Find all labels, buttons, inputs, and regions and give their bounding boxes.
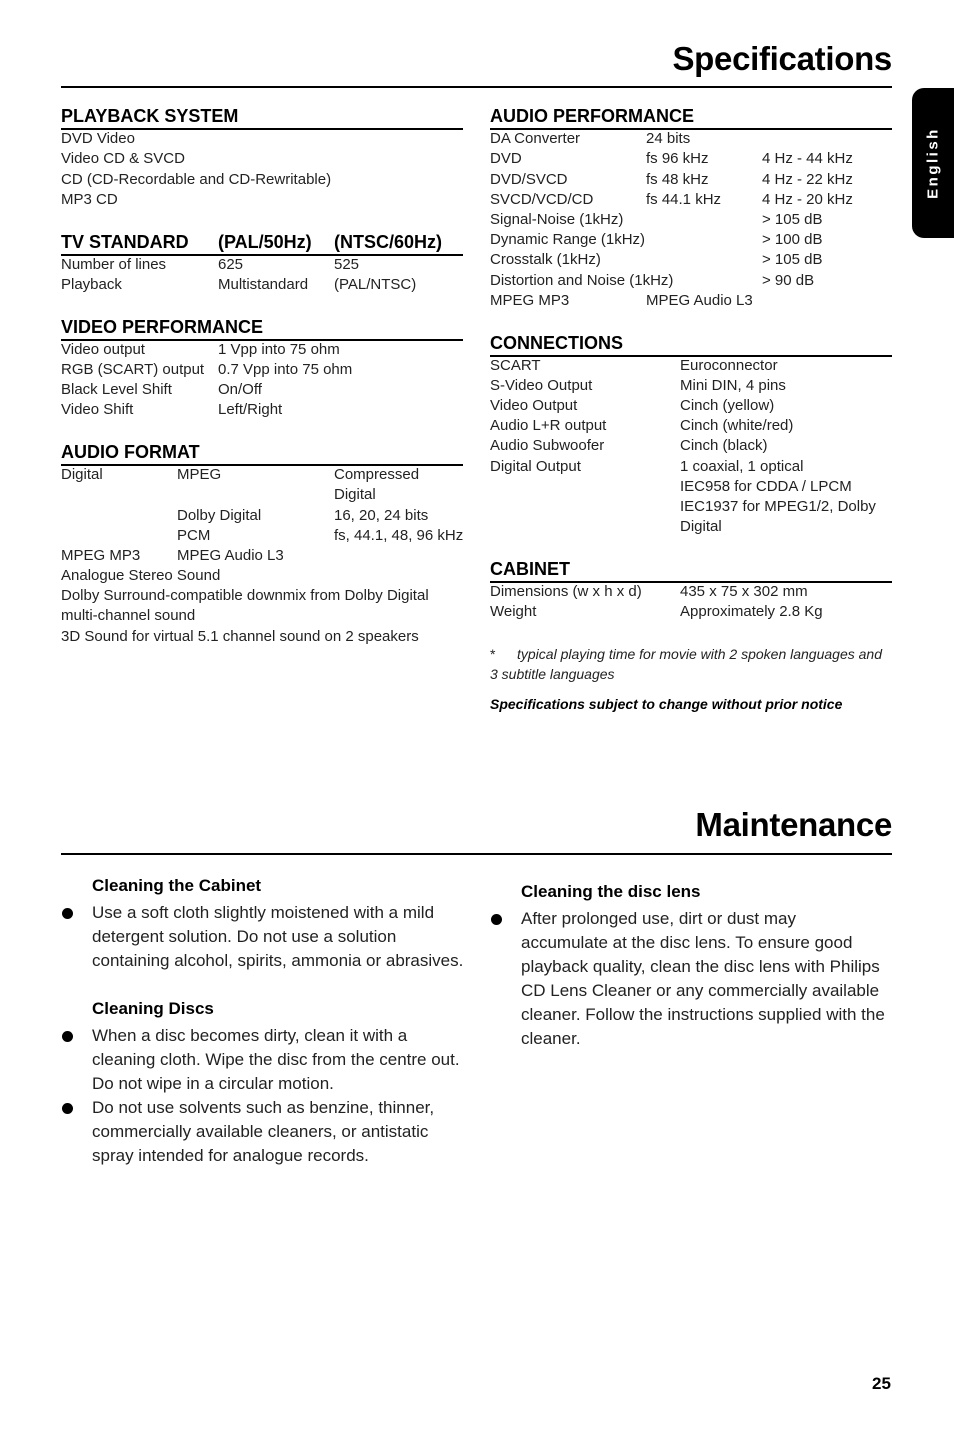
tv-pal-header: (PAL/50Hz) [218,232,312,252]
page-number: 25 [872,1374,891,1393]
audio-format-cell: MPEG Audio L3 [177,547,284,564]
bullet-icon [62,908,73,919]
cabinet-cell: 435 x 75 x 302 mm [680,583,808,600]
audio-format-cell: Digital [334,486,376,503]
bullet-line: commercially available cleaners, or antistatic [92,1122,429,1141]
video-cell: Video output [61,341,145,358]
video-cell: On/Off [218,381,262,398]
connections-cell: SCART [490,357,541,374]
footnote-star: * [490,646,496,662]
playback-line: CD (CD-Recordable and CD-Rewritable) [61,171,332,188]
bullet-line: playback quality, clean the disc lens with Philips [521,957,880,976]
playback-title: PLAYBACK SYSTEM [61,106,239,126]
connections-cell: Cinch (white/red) [680,417,794,434]
audio-perf-cell: Dynamic Range (1kHz) [490,231,646,248]
tv-ntsc-header: (NTSC/60Hz) [334,232,443,252]
tv-cell: 525 [334,256,360,273]
bullet-line: When a disc becomes dirty, clean it with a [92,1026,408,1045]
audio-perf-cell: 24 bits [646,130,691,147]
bullet-line: spray intended for analogue records. [92,1146,369,1165]
maintenance-rule [61,853,892,855]
connections-cell: Digital [680,518,722,535]
audio-perf-cell: Distortion and Noise (1kHz) [490,272,674,289]
audio-format-title: AUDIO FORMAT [61,442,200,462]
video-cell: 1 Vpp into 75 ohm [218,341,340,358]
bullet-icon [491,914,502,925]
cleaning-discs-heading: Cleaning Discs [92,999,214,1018]
audio-perf-cell: fs 44.1 kHz [646,191,722,208]
audio-perf-cell: 4 Hz - 44 kHz [762,150,853,167]
bullet-icon [62,1103,73,1114]
connections-title: CONNECTIONS [490,333,624,353]
tv-cell: 625 [218,256,244,273]
cleaning-lens-heading: Cleaning the disc lens [521,882,701,901]
cabinet-cell: Approximately 2.8 Kg [680,603,823,620]
audio-format-line: 3D Sound for virtual 5.1 channel sound on 2 speakers [61,628,419,645]
audio-format-line: Analogue Stereo Sound [61,567,221,584]
playback-line: Video CD & SVCD [61,150,185,167]
audio-perf-title: AUDIO PERFORMANCE [490,106,695,126]
tv-title: TV STANDARD [61,232,189,252]
connections-cell: Euroconnector [680,357,778,374]
maintenance-title: Maintenance [695,806,892,843]
audio-format-cell: Compressed [334,466,420,483]
audio-format-cell: 16, 20, 24 bits [334,507,429,524]
audio-perf-cell: 4 Hz - 20 kHz [762,191,853,208]
video-cell: 0.7 Vpp into 75 ohm [218,361,353,378]
audio-perf-cell: fs 96 kHz [646,150,709,167]
playback-line: DVD Video [61,130,135,147]
video-cell: Black Level Shift [61,381,172,398]
cleaning-cabinet-heading: Cleaning the Cabinet [92,876,262,895]
connections-cell: IEC958 for CDDA / LPCM [680,478,852,495]
audio-perf-cell: MPEG Audio L3 [646,292,753,309]
playback-line: MP3 CD [61,191,118,208]
audio-perf-cell: Crosstalk (1kHz) [490,251,601,268]
change-notice: Specifications subject to change without prior notice [490,696,843,712]
video-cell: RGB (SCART) output [61,361,205,378]
audio-format-line: Dolby Surround-compatible downmix from Dolby Digital [61,587,429,604]
audio-perf-cell: fs 48 kHz [646,171,709,188]
audio-format-cell: Digital [61,466,103,483]
audio-format-cell: Dolby Digital [177,507,262,524]
bullet-line: accumulate at the disc lens. To ensure good [521,933,853,952]
audio-format-cell: MPEG [177,466,222,483]
audio-perf-cell: > 100 dB [762,231,823,248]
video-title: VIDEO PERFORMANCE [61,317,264,337]
bullet-line: cleaning cloth. Wipe the disc from the centre out. [92,1050,460,1069]
audio-format-line: multi-channel sound [61,607,196,624]
bullet-line: cleaner. Follow the instructions supplied with the [521,1005,885,1024]
audio-format-cell: MPEG MP3 [61,547,141,564]
audio-perf-cell: SVCD/VCD/CD [490,191,594,208]
cabinet-cell: Weight [490,603,537,620]
connections-cell: Mini DIN, 4 pins [680,377,786,394]
footnote-line: 3 subtitle languages [490,666,615,682]
language-tab-label: English [924,127,942,199]
tv-cell: Number of lines [61,256,167,273]
connections-cell: Digital Output [490,458,581,475]
bullet-line: cleaner. [521,1029,581,1048]
audio-format-cell: fs, 44.1, 48, 96 kHz [334,527,464,544]
audio-format-cell: PCM [177,527,211,544]
tv-cell: (PAL/NTSC) [334,276,417,293]
bullet-line: After prolonged use, dirt or dust may [521,909,796,928]
cabinet-cell: Dimensions (w x h x d) [490,583,642,600]
audio-perf-cell: DA Converter [490,130,581,147]
bullet-line: Use a soft cloth slightly moistened with a mild [92,903,435,922]
connections-cell: IEC1937 for MPEG1/2, Dolby [680,498,876,515]
bullet-line: Do not use solvents such as benzine, thinner, [92,1098,435,1117]
video-cell: Video Shift [61,401,134,418]
bullet-line: Do not wipe in a circular motion. [92,1074,334,1093]
connections-cell: Video Output [490,397,578,414]
connections-cell: Audio Subwoofer [490,437,605,454]
audio-perf-cell: MPEG MP3 [490,292,570,309]
language-tab[interactable] [912,88,954,238]
bullet-icon [62,1031,73,1042]
title-rule [61,86,892,88]
specifications-title: Specifications [672,40,892,77]
audio-perf-cell: > 90 dB [762,272,815,289]
audio-perf-cell: > 105 dB [762,211,823,228]
audio-perf-cell: 4 Hz - 22 kHz [762,171,853,188]
footnote-line: typical playing time for movie with 2 spoken languages and [517,646,882,662]
tv-cell: Multistandard [218,276,309,293]
connections-cell: S-Video Output [490,377,593,394]
tv-cell: Playback [61,276,122,293]
audio-perf-cell: > 105 dB [762,251,823,268]
audio-perf-cell: DVD/SVCD [490,171,568,188]
audio-perf-cell: Signal-Noise (1kHz) [490,211,624,228]
bullet-line: containing alcohol, spirits, ammonia or abrasives. [92,951,464,970]
bullet-line: CD Lens Cleaner or any commercially available [521,981,880,1000]
connections-cell: 1 coaxial, 1 optical [680,458,804,475]
connections-cell: Cinch (black) [680,437,768,454]
bullet-line: detergent solution. Do not use a solution [92,927,397,946]
connections-cell: Cinch (yellow) [680,397,775,414]
connections-cell: Audio L+R output [490,417,607,434]
video-cell: Left/Right [218,401,283,418]
audio-perf-cell: DVD [490,150,522,167]
cabinet-title: CABINET [490,559,570,579]
